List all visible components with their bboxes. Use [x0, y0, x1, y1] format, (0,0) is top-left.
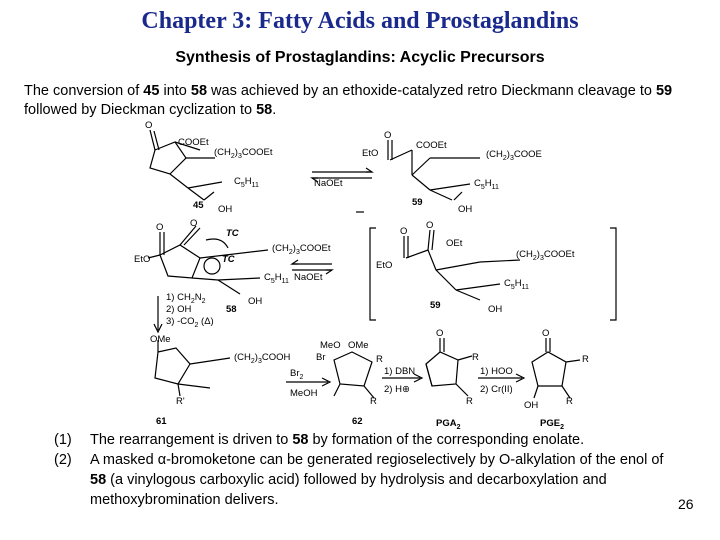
subscript: 2 [299, 374, 304, 381]
reagent-text: 2) [166, 304, 178, 315]
group-label: R [466, 396, 473, 407]
reagent-label: NaOEt [294, 272, 323, 283]
slide-title: Chapter 3: Fatty Acids and Prostaglandins [141, 8, 579, 34]
subscript: 3 [509, 155, 514, 162]
note-fragment: regioselectively [376, 452, 476, 468]
subscript: 2 [560, 424, 564, 431]
intro-text: followed by Dieckman cyclization to [24, 102, 257, 118]
reagent-label: MeOH [290, 388, 318, 399]
chain-text: (CH [214, 147, 231, 158]
group-label: R [582, 354, 589, 365]
chain-text: ) [254, 352, 258, 363]
subscript: 5 [480, 184, 485, 191]
compound-number: 61 [156, 416, 167, 427]
chain-text: ) [506, 149, 510, 160]
reagent-label [166, 316, 214, 329]
group-label: COOEt [178, 137, 209, 148]
subscript: 2 [288, 249, 293, 256]
group-label: OEt [446, 238, 463, 249]
note-number: (2) [54, 452, 72, 468]
group-label: O [156, 222, 164, 233]
note-text [90, 450, 674, 510]
alkyl-text: H [514, 278, 522, 289]
subscript: 2 [250, 358, 255, 365]
compound-ref: 58 [90, 472, 107, 488]
alkyl-text: C [234, 176, 241, 187]
reagent-label: NaOEt [314, 178, 343, 189]
chain-text: COOE [513, 149, 542, 160]
group-label: OH [218, 204, 233, 215]
subscript: 11 [251, 182, 259, 189]
compound-ref: 58 [292, 432, 309, 448]
note-item [54, 450, 674, 510]
group-label: R [370, 396, 377, 407]
note-fragment: by O-alkylation of the enol of [475, 452, 664, 468]
group-label: OH [458, 204, 473, 215]
subscript: 11 [281, 278, 289, 285]
note-fragment: -bromoketone can be generated [166, 452, 377, 468]
group-label: R [472, 352, 479, 363]
alkyl-text: C [264, 272, 271, 283]
subscript: 2 [201, 298, 206, 305]
group-label: O [542, 328, 550, 339]
structure-pga2 [426, 338, 472, 396]
structure-61 [155, 340, 230, 396]
alkyl-text: H [484, 178, 492, 189]
intro-text: . [272, 102, 277, 118]
alkyl-text: C [504, 278, 511, 289]
chain-label [486, 149, 542, 162]
subscript: 3 [295, 249, 300, 256]
subscript: 5 [240, 182, 245, 189]
alpha-symbol: α [157, 452, 167, 468]
group-label: O [190, 218, 198, 229]
group-label: O [426, 220, 434, 231]
group-label: OH [488, 304, 503, 315]
group-label: EtO [362, 148, 379, 159]
reagent-label [166, 304, 191, 315]
subscript: 2 [532, 255, 537, 262]
note-item [54, 430, 674, 450]
reagent-text: 3) -CO [166, 316, 195, 327]
reagent-label: 2) Cr(II) [480, 384, 513, 395]
compound-ref: 58 [256, 102, 273, 118]
subscript: 2 [190, 298, 195, 305]
subscript: 3 [257, 358, 262, 365]
chain-text: ) [292, 243, 296, 254]
group-label: R [376, 354, 383, 365]
subscript: 2 [456, 424, 461, 431]
chain-text: (CH [516, 249, 533, 260]
slide-subtitle: Synthesis of Prostaglandins: Acyclic Precursors [175, 49, 545, 66]
chain-label [516, 249, 575, 262]
note-fragment: to [272, 432, 293, 448]
compound-number: 45 [193, 200, 204, 211]
chain-text: ) [234, 147, 238, 158]
compound-number: 62 [352, 416, 363, 427]
note-text [90, 430, 674, 450]
chain-text: COOEt [543, 249, 575, 260]
group-label: EtO [134, 254, 151, 265]
page-number: 26 [678, 496, 694, 512]
structure-pge2 [532, 338, 580, 398]
subscript: 11 [491, 184, 499, 191]
alkyl-label [264, 272, 289, 285]
group-label: O [384, 130, 392, 141]
chain-text: (CH [486, 149, 503, 160]
note-fragment: A masked [90, 452, 158, 468]
transition-label: TC [226, 228, 239, 239]
alkyl-label [474, 178, 499, 191]
reagent-text: N [194, 292, 202, 303]
chain-label [234, 352, 291, 365]
group-label: OH [524, 400, 539, 411]
chain-text: (CH [272, 243, 289, 254]
group-label: Br [316, 352, 326, 363]
note-fragment: The [90, 432, 120, 448]
alkyl-label [234, 176, 259, 189]
chain-text: COOEt [299, 243, 331, 254]
group-label: EtO [376, 260, 393, 271]
transition-label: TC [222, 254, 235, 265]
reagent-label: 1) HOO [480, 366, 513, 377]
alkyl-label [504, 278, 529, 291]
group-label: OMe [348, 340, 369, 351]
chain-label [272, 243, 331, 256]
reagent-text: (Δ) [198, 316, 214, 327]
compound-ref: 45 [143, 83, 160, 99]
subscript: 5 [510, 284, 515, 291]
compound-number: 59 [430, 300, 441, 311]
compound-ref: 59 [655, 83, 673, 99]
group-label: COOEt [416, 140, 447, 151]
group-label: MeO [320, 340, 341, 351]
alkyl-text: H [274, 272, 282, 283]
intro-text: was achieved by an ethoxide-catalyzed retro Dieckmann cleavage to [207, 83, 656, 99]
subscript: 5 [270, 278, 275, 285]
compound-text: PGA [436, 418, 457, 429]
group-label: O [145, 120, 153, 131]
reagent-text: Br [290, 368, 300, 379]
intro-text: into [159, 83, 191, 99]
group-label: R [566, 396, 573, 407]
subscript: 11 [521, 284, 529, 291]
intro-text: The conversion of [24, 83, 144, 99]
subscript: 2 [194, 322, 199, 329]
group-label: O [400, 226, 408, 237]
subscript: 2 [502, 155, 507, 162]
compound-number: 58 [226, 304, 237, 315]
note-number: (1) [54, 432, 72, 448]
group-label: OMe [150, 334, 171, 345]
reagent-label: 1) DBN [384, 366, 416, 377]
chain-text: COOH [261, 352, 291, 363]
group-label: O [436, 328, 444, 339]
compound-ref: 58 [190, 83, 208, 99]
subscript: 3 [539, 255, 544, 262]
compound-number: 59 [412, 197, 423, 208]
structure-62 [334, 352, 374, 398]
structure-58 [148, 226, 268, 294]
chain-text: ) [536, 249, 540, 260]
alkyl-text: C [474, 178, 481, 189]
note-fragment: by formation of the corresponding enolate. [308, 432, 585, 448]
reagent-text: 1) CH [166, 292, 191, 303]
chain-text: (CH [234, 352, 251, 363]
group-label: OH [248, 296, 263, 307]
compound-text: PGE [540, 418, 561, 429]
reagent-label [290, 368, 304, 381]
chain-text: COOEt [241, 147, 273, 158]
subscript: 2 [230, 153, 235, 160]
chain-label [214, 147, 273, 160]
notes-list [54, 430, 674, 510]
note-fragment: (a vinylogous carboxylic acid) followed by hydrolysis and decarboxylation and methoxybromination delivers. [90, 472, 607, 508]
group-label: R' [176, 396, 185, 407]
reagent-label: 2) H⊕ [384, 384, 410, 395]
reagent-text: OH [177, 304, 192, 315]
subscript: 3 [237, 153, 242, 160]
note-fragment: rearrangement is driven [119, 432, 273, 448]
alkyl-text: H [244, 176, 252, 187]
